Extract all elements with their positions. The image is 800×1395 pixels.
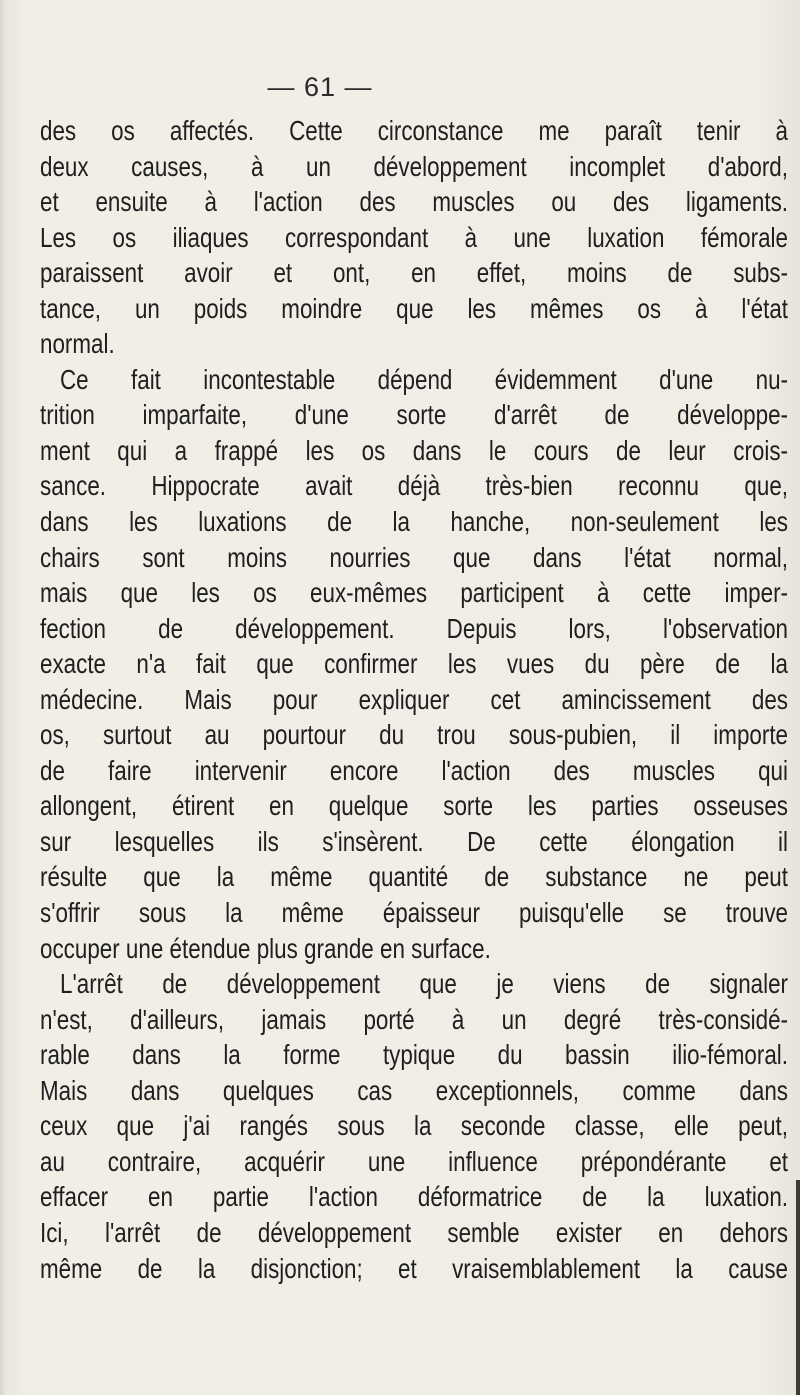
- text-line: Ce fait incontestable dépend évidemment d'une nu-: [60, 363, 788, 395]
- text-line: Les os iliaques correspondant à une luxation fémorale: [40, 221, 788, 253]
- text-line: n'est, d'ailleurs, jamais porté à un degré très-considé-: [40, 1003, 788, 1035]
- text-line: mais que les os eux-mêmes participent à cette imper-: [40, 577, 788, 609]
- text-line: occuper une étendue plus grande en surface.: [40, 932, 491, 964]
- body-text: [40, 113, 788, 1286]
- text-line: normal.: [40, 328, 115, 360]
- text-line: de faire intervenir encore l'action des muscles qui: [40, 754, 788, 786]
- text-line: deux causes, à un développement incomplet d'abord,: [40, 150, 788, 182]
- text-line: exacte n'a fait que confirmer les vues du père de la: [40, 648, 788, 680]
- text-line: tance, un poids moindre que les mêmes os à l'état: [40, 292, 788, 324]
- text-line: Mais dans quelques cas exceptionnels, comme dans: [40, 1074, 788, 1106]
- text-line: os, surtout au pourtour du trou sous-pubien, il importe: [40, 719, 788, 751]
- text-line: ceux que j'ai rangés sous la seconde classe, elle peut,: [40, 1110, 788, 1142]
- page-left-edge: [0, 0, 6, 1395]
- text-line: fection de développement. Depuis lors, l'observation: [40, 612, 788, 644]
- text-line: sance. Hippocrate avait déjà très-bien reconnu que,: [40, 470, 788, 502]
- text-line: résulte que la même quantité de substance ne peut: [40, 861, 788, 893]
- text-line: rable dans la forme typique du bassin ilio-fémoral.: [40, 1039, 788, 1071]
- text-line: des os affectés. Cette circonstance me paraît tenir à: [40, 115, 788, 146]
- text-line: L'arrêt de développement que je viens de signaler: [60, 968, 788, 1000]
- text-line: médecine. Mais pour expliquer cet amincissement des: [40, 683, 788, 715]
- text-line: sur lesquelles ils s'insèrent. De cette élongation il: [40, 825, 788, 857]
- text-line: allongent, étirent en quelque sorte les parties osseuses: [40, 790, 788, 822]
- text-line: dans les luxations de la hanche, non-seulement les: [40, 506, 788, 538]
- text-line: ment qui a frappé les os dans le cours de leur crois-: [40, 434, 788, 466]
- text-line: effacer en partie l'action déformatrice de la luxation.: [40, 1181, 788, 1213]
- page-number: — 61 —: [267, 72, 373, 102]
- text-line: et ensuite à l'action des muscles ou des ligaments.: [40, 186, 788, 218]
- text-line: s'offrir sous la même épaisseur puisqu'elle se trouve: [40, 897, 788, 929]
- text-line: au contraire, acquérir une influence prépondérante et: [40, 1145, 788, 1177]
- text-line: Ici, l'arrêt de développement semble exister en dehors: [40, 1216, 788, 1248]
- text-line: même de la disjonction; et vraisemblablement la cause: [40, 1252, 788, 1284]
- text-line: paraissent avoir et ont, en effet, moins de subs-: [40, 257, 788, 289]
- text-line: trition imparfaite, d'une sorte d'arrêt de développe-: [40, 399, 788, 431]
- text-line: chairs sont moins nourries que dans l'état normal,: [40, 541, 788, 573]
- page-right-edge: [796, 1180, 800, 1395]
